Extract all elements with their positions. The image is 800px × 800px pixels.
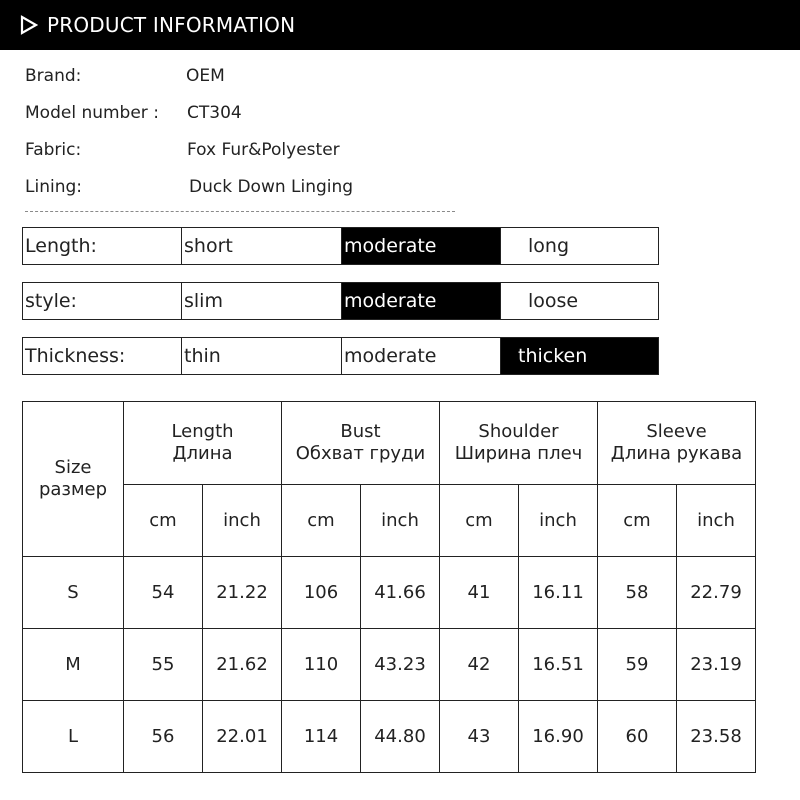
attribute-option: slim xyxy=(181,283,341,319)
group-header-ru: Ширина плеч xyxy=(454,443,583,464)
table-cell: 41 xyxy=(440,557,519,629)
table-row xyxy=(23,629,756,701)
table-cell: 43.23 xyxy=(361,629,440,701)
size-table-header-row xyxy=(23,402,756,485)
size-header-cell xyxy=(23,402,124,557)
unit-header-cm: cm xyxy=(282,485,361,557)
group-header-en: Shoulder xyxy=(478,421,559,442)
dashed-divider xyxy=(25,211,455,212)
table-cell: 106 xyxy=(282,557,361,629)
group-header-bust xyxy=(282,402,440,485)
group-header-en: Bust xyxy=(340,421,381,442)
table-cell: 60 xyxy=(598,701,677,773)
unit-header-cm: cm xyxy=(440,485,519,557)
table-cell: 43 xyxy=(440,701,519,773)
size-header-en: Size xyxy=(54,457,92,478)
group-header-length xyxy=(124,402,282,485)
info-key: Model number : xyxy=(25,103,159,123)
table-cell: 54 xyxy=(124,557,203,629)
attribute-option: loose xyxy=(500,283,658,319)
table-cell: 22.01 xyxy=(203,701,282,773)
group-header-shoulder xyxy=(440,402,598,485)
attribute-row-thickness xyxy=(22,337,659,375)
attribute-option-selected: moderate xyxy=(341,283,500,319)
table-cell: 22.79 xyxy=(677,557,756,629)
info-key: Fabric: xyxy=(25,140,82,160)
table-cell: 110 xyxy=(282,629,361,701)
info-value: Fox Fur&Polyester xyxy=(187,140,340,160)
group-header-ru: Обхват груди xyxy=(295,443,426,464)
unit-header-inch: inch xyxy=(519,485,598,557)
attribute-option: short xyxy=(181,228,341,264)
attribute-option: long xyxy=(500,228,658,264)
size-table-unit-row xyxy=(23,485,756,557)
attribute-option: moderate xyxy=(341,338,500,374)
attribute-label: Length: xyxy=(25,235,97,257)
group-header-ru: Длина рукава xyxy=(610,443,743,464)
size-label: L xyxy=(23,701,124,773)
table-cell: 16.51 xyxy=(519,629,598,701)
unit-header-cm: cm xyxy=(124,485,203,557)
table-cell: 55 xyxy=(124,629,203,701)
table-cell: 16.90 xyxy=(519,701,598,773)
info-key: Lining: xyxy=(25,177,82,197)
size-header-ru: размер xyxy=(38,479,108,500)
table-row xyxy=(23,557,756,629)
table-cell: 16.11 xyxy=(519,557,598,629)
info-value: CT304 xyxy=(187,103,242,123)
header-title: PRODUCT INFORMATION xyxy=(47,13,296,37)
attribute-option: thin xyxy=(181,338,341,374)
table-cell: 42 xyxy=(440,629,519,701)
table-cell: 44.80 xyxy=(361,701,440,773)
size-label: M xyxy=(23,629,124,701)
table-cell: 58 xyxy=(598,557,677,629)
unit-header-inch: inch xyxy=(203,485,282,557)
attribute-label: style: xyxy=(25,290,77,312)
table-cell: 41.66 xyxy=(361,557,440,629)
table-cell: 21.62 xyxy=(203,629,282,701)
table-cell: 56 xyxy=(124,701,203,773)
table-cell: 21.22 xyxy=(203,557,282,629)
attribute-option-selected: moderate xyxy=(341,228,500,264)
size-table xyxy=(22,401,756,773)
info-value: OEM xyxy=(186,66,225,86)
unit-header-inch: inch xyxy=(361,485,440,557)
group-header-ru: Длина xyxy=(172,443,233,464)
table-cell: 114 xyxy=(282,701,361,773)
unit-header-cm: cm xyxy=(598,485,677,557)
info-value: Duck Down Linging xyxy=(189,177,354,197)
attribute-row-style xyxy=(22,282,659,320)
table-cell: 59 xyxy=(598,629,677,701)
attribute-option-selected: thicken xyxy=(500,338,658,374)
group-header-en: Sleeve xyxy=(646,421,707,442)
table-row xyxy=(23,701,756,773)
unit-header-inch: inch xyxy=(677,485,756,557)
play-triangle-icon xyxy=(20,15,38,35)
group-header-sleeve xyxy=(598,402,756,485)
size-label: S xyxy=(23,557,124,629)
attribute-row-length xyxy=(22,227,659,265)
group-header-en: Length xyxy=(171,421,234,442)
attribute-label: Thickness: xyxy=(25,345,126,367)
header-bar xyxy=(0,0,800,50)
table-cell: 23.58 xyxy=(677,701,756,773)
info-key: Brand: xyxy=(25,66,82,86)
table-cell: 23.19 xyxy=(677,629,756,701)
